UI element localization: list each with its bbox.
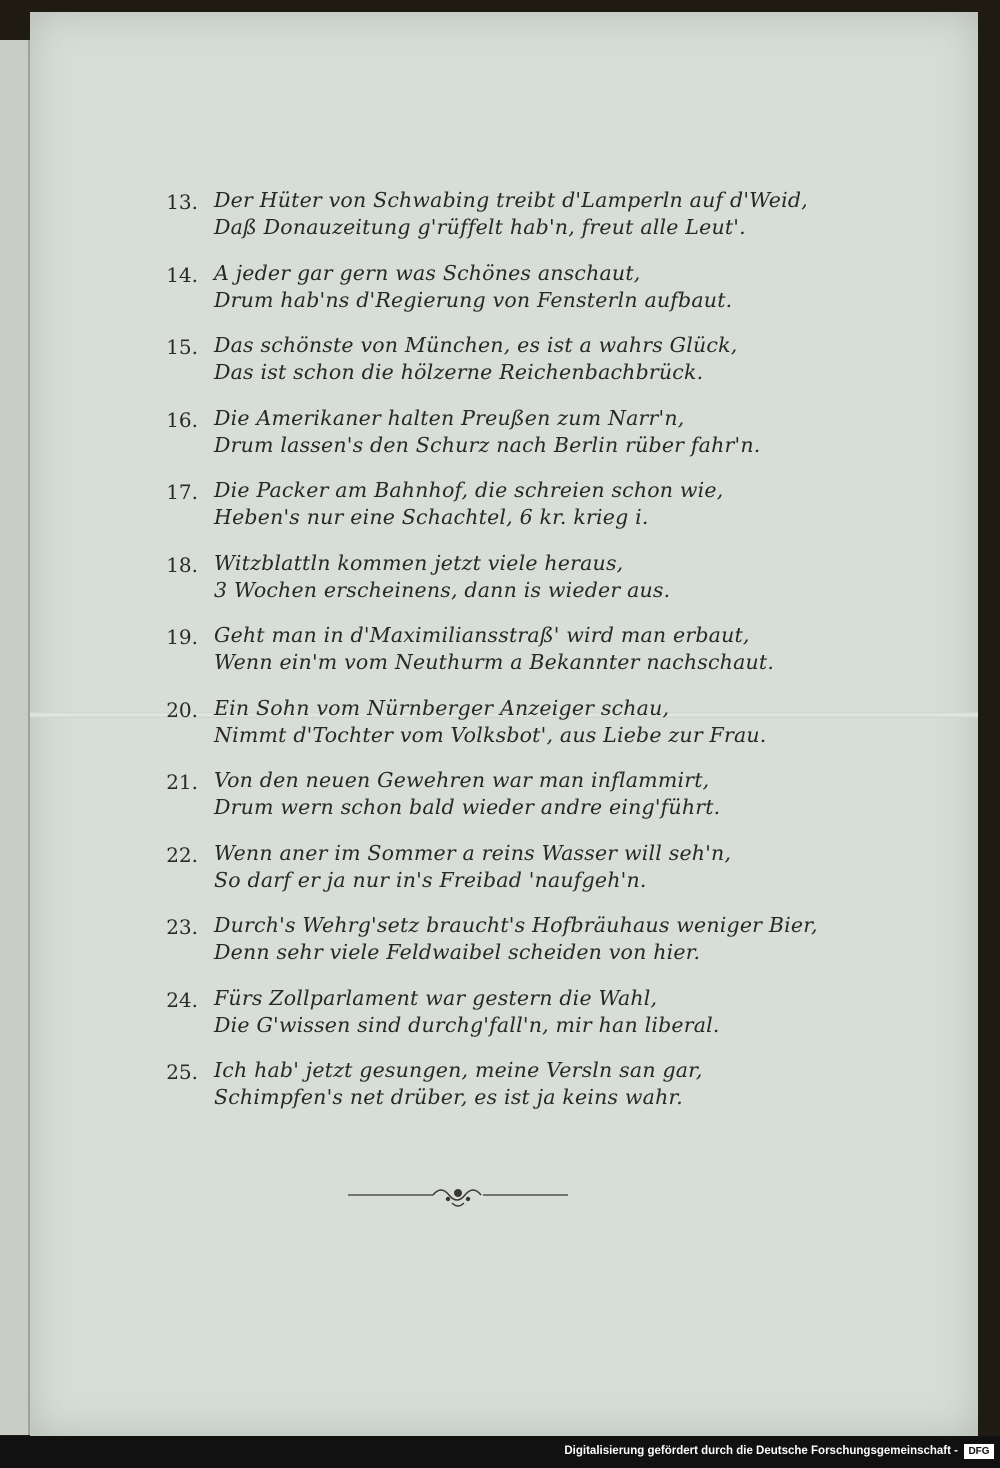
ornament-divider-icon: [348, 1177, 568, 1217]
verse-number: 16.: [166, 407, 198, 432]
verse-line-1: Geht man in d'Maximiliansstraß' wird man erbaut,: [214, 623, 750, 647]
verse-21: [30, 762, 978, 835]
verse-number: 19.: [166, 625, 198, 649]
verse-line-1: Das schönste von München, es ist a wahrs Glück,: [214, 333, 738, 357]
verse-line-1: Ein Sohn vom Nürnberger Anzeiger schau,: [214, 695, 670, 720]
verse-number: 15.: [166, 335, 198, 359]
verse-25: [30, 1052, 978, 1125]
verse-17: [30, 472, 978, 545]
verse-line-1: Durch's Wehrg'setz braucht's Hofbräuhaus weniger Bier,: [214, 913, 818, 937]
verse-line-1: A jeder gar gern was Schönes anschaut,: [214, 260, 641, 285]
left-page-edge: [0, 40, 30, 1435]
verse-line-2: So darf er ja nur in's Freibad 'naufgeh'n.: [214, 867, 647, 892]
verse-number: 18.: [166, 552, 198, 577]
verse-19: [30, 617, 978, 690]
verse-13: [30, 182, 978, 255]
verse-22: [30, 835, 978, 908]
verse-line-2: Nimmt d'Tochter vom Volksbot', aus Liebe zur Frau.: [214, 722, 767, 747]
verse-line-2: Daß Donauzeitung g'rüffelt hab'n, freut alle Leut'.: [214, 215, 746, 239]
verse-14: [30, 255, 978, 328]
verse-line-1: Von den neuen Gewehren war man inflammirt,: [214, 768, 710, 792]
verse-18: [30, 545, 978, 618]
verse-line-1: Wenn aner im Sommer a reins Wasser will seh'n,: [214, 840, 732, 865]
verse-line-1: Fürs Zollparlament war gestern die Wahl,: [214, 985, 658, 1010]
verse-line-1: Ich hab' jetzt gesungen, meine Versln san gar,: [214, 1058, 703, 1082]
verse-15: [30, 327, 978, 400]
verse-23: [30, 907, 978, 980]
funding-credit: Digitalisierung gefördert durch die Deutsche Forschungsgemeinschaft -: [564, 1445, 958, 1457]
verse-line-1: Die Packer am Bahnhof, die schreien schon wie,: [214, 478, 724, 502]
verse-line-2: Drum wern schon bald wieder andre eing'führt.: [214, 795, 721, 819]
verse-line-1: Die Amerikaner halten Preußen zum Narr'n,: [214, 405, 685, 430]
verse-number: 20.: [166, 697, 198, 722]
verse-16: [30, 400, 978, 473]
footer-bar: [0, 1436, 1000, 1468]
verse-20: [30, 690, 978, 763]
verse-number: 25.: [166, 1060, 198, 1084]
verse-number: 23.: [166, 915, 198, 939]
verse-line-2: Wenn ein'm vom Neuthurm a Bekannter nachschaut.: [214, 650, 775, 674]
verse-number: 21.: [166, 770, 198, 794]
verse-number: 24.: [166, 987, 198, 1012]
verse-list: [30, 182, 978, 1125]
verse-number: 14.: [166, 262, 198, 287]
verse-line-2: Die G'wissen sind durchg'fall'n, mir han liberal.: [214, 1012, 720, 1037]
verse-line-2: Heben's nur eine Schachtel, 6 kr. krieg i.: [214, 505, 649, 529]
verse-number: 22.: [166, 842, 198, 867]
verse-line-1: Witzblattln kommen jetzt viele heraus,: [214, 550, 624, 575]
verse-line-2: Drum lassen's den Schurz nach Berlin rüber fahr'n.: [214, 432, 761, 457]
document-page: [30, 12, 978, 1436]
verse-24: [30, 980, 978, 1053]
verse-line-2: Drum hab'ns d'Regierung von Fensterln aufbaut.: [214, 287, 733, 312]
verse-line-1: Der Hüter von Schwabing treibt d'Lamperln auf d'Weid,: [214, 188, 808, 212]
verse-number: 17.: [166, 480, 198, 504]
dfg-logo: DFG: [964, 1444, 994, 1459]
verse-line-2: Denn sehr viele Feldwaibel scheiden von hier.: [214, 940, 701, 964]
verse-line-2: 3 Wochen erscheinens, dann is wieder aus.: [214, 577, 671, 602]
verse-line-2: Schimpfen's net drüber, es ist ja keins wahr.: [214, 1085, 683, 1109]
verse-line-2: Das ist schon die hölzerne Reichenbachbrück.: [214, 360, 704, 384]
verse-number: 13.: [166, 190, 198, 214]
